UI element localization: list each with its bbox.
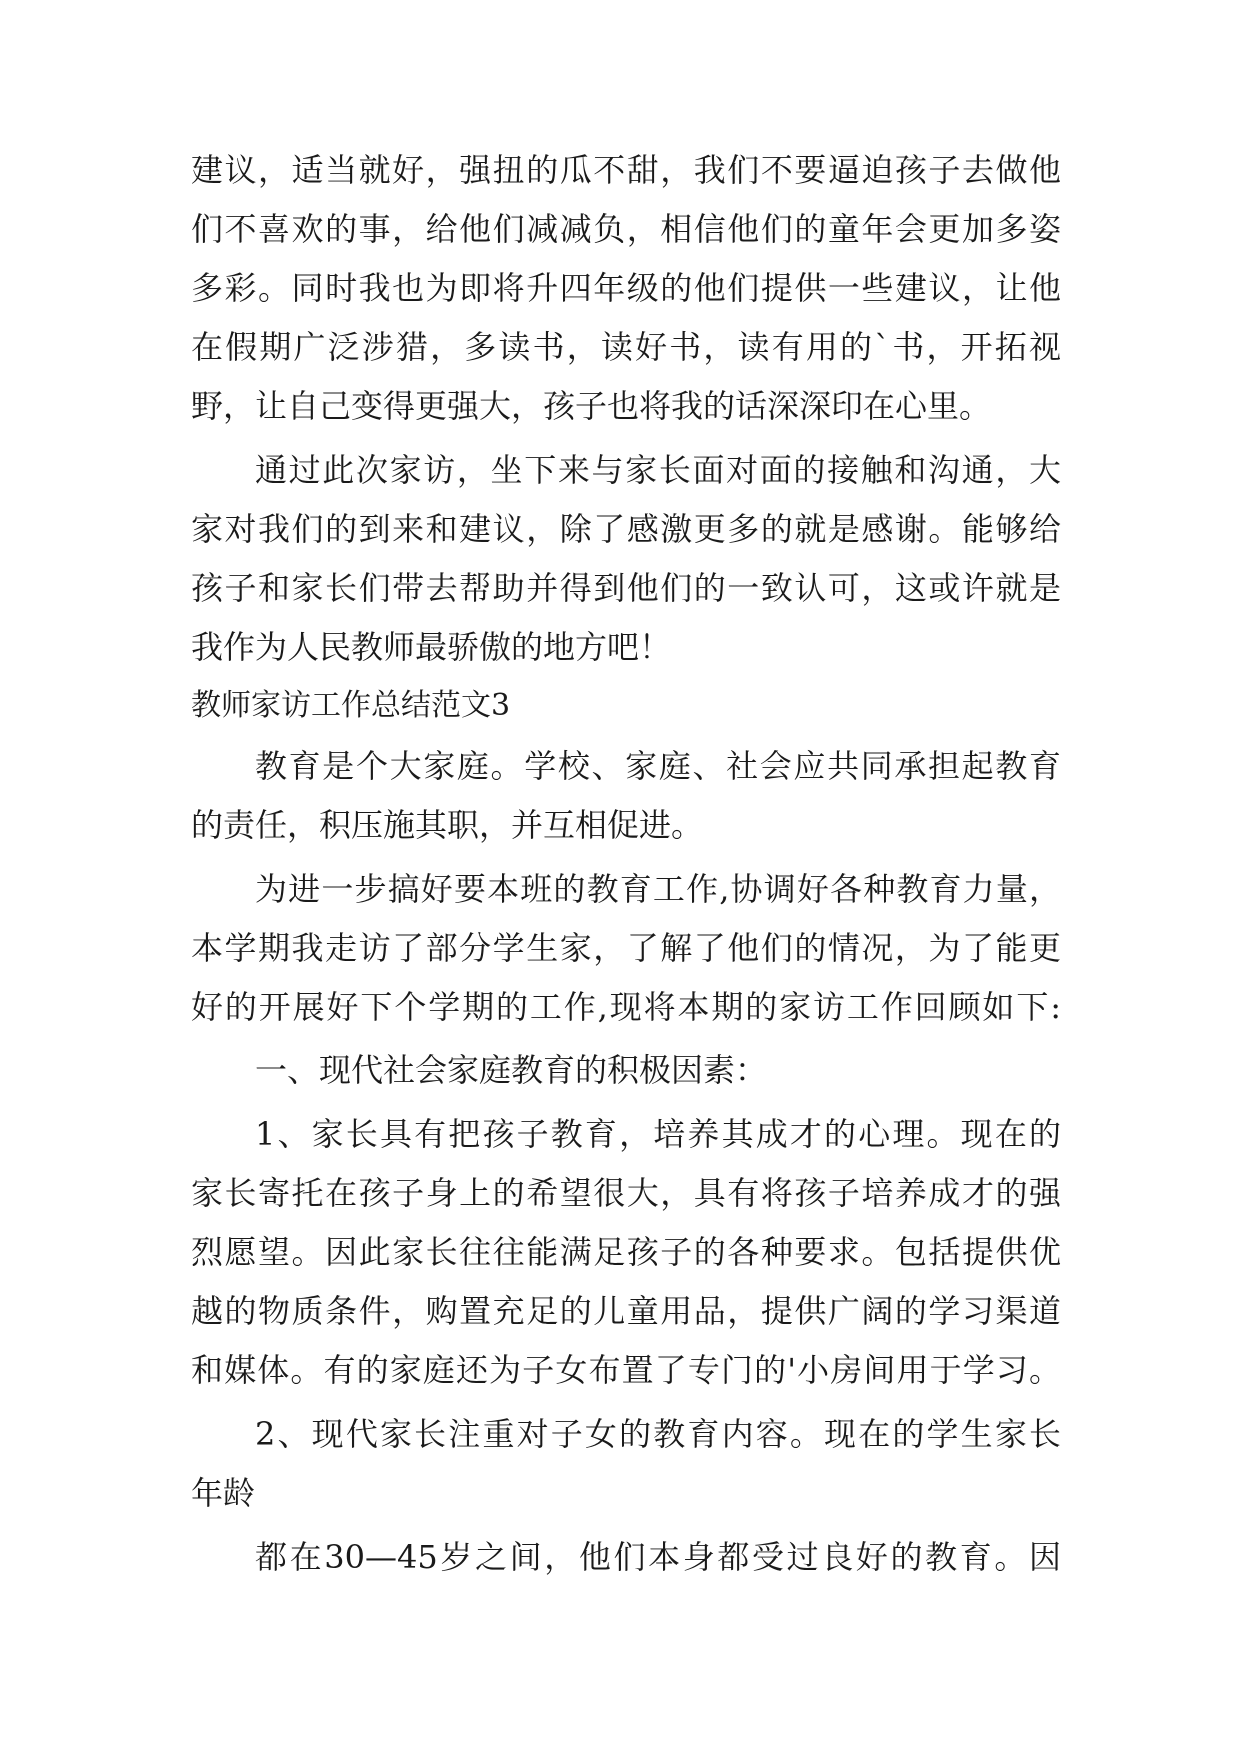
text-line: 教育是个大家庭。学校、家庭、社会应共同承担起教育 — [255, 747, 1061, 785]
text-line: 好的开展好下个学期的工作,现将本期的家访工作回顾如下: — [191, 988, 1061, 1026]
text-line: 在假期广泛涉猎，多读书，读好书，读有用的`书，开拓视 — [191, 328, 1061, 366]
text-line: 多彩。同时我也为即将升四年级的他们提供一些建议，让他 — [191, 269, 1061, 307]
text-line: 本学期我走访了部分学生家，了解了他们的情况，为了能更 — [191, 929, 1061, 967]
text-line: 年龄 — [191, 1474, 256, 1512]
text-line: 通过此次家访，坐下来与家长面对面的接触和沟通，大 — [255, 451, 1061, 489]
text-line: 一、现代社会家庭教育的积极因素： — [255, 1051, 768, 1089]
text-line: 烈愿望。因此家长往往能满足孩子的各种要求。包括提供优 — [191, 1233, 1061, 1271]
section-heading: 教师家访工作总结范文3 — [191, 688, 511, 723]
text-line: 1、家长具有把孩子教育，培养其成才的心理。现在的 — [255, 1115, 1061, 1153]
text-line: 野，让自己变得更强大，孩子也将我的话深深印在心里。 — [191, 387, 992, 425]
text-line: 孩子和家长们带去帮助并得到他们的一致认可，这或许就是 — [191, 569, 1061, 607]
text-line: 的责任，积压施其职，并互相促进。 — [191, 806, 704, 844]
text-line: 越的物质条件，购置充足的儿童用品，提供广阔的学习渠道 — [191, 1292, 1061, 1330]
text-line: 为进一步搞好要本班的教育工作,协调好各种教育力量， — [255, 870, 1061, 908]
text-line: 建议，适当就好，强扭的瓜不甜，我们不要逼迫孩子去做他 — [191, 151, 1061, 189]
text-line: 家长寄托在孩子身上的希望很大，具有将孩子培养成才的强 — [191, 1174, 1061, 1212]
text-line: 2、现代家长注重对子女的教育内容。现在的学生家长 — [255, 1415, 1061, 1453]
text-line: 我作为人民教师最骄傲的地方吧！ — [191, 628, 672, 666]
text-line: 家对我们的到来和建议，除了感激更多的就是感谢。能够给 — [191, 510, 1061, 548]
text-line: 都在30—45岁之间，他们本身都受过良好的教育。因 — [255, 1538, 1061, 1576]
text-line: 和媒体。有的家庭还为子女布置了专门的'小房间用于学习。 — [191, 1351, 1061, 1389]
text-line: 们不喜欢的事，给他们减减负，相信他们的童年会更加多姿 — [191, 210, 1061, 248]
